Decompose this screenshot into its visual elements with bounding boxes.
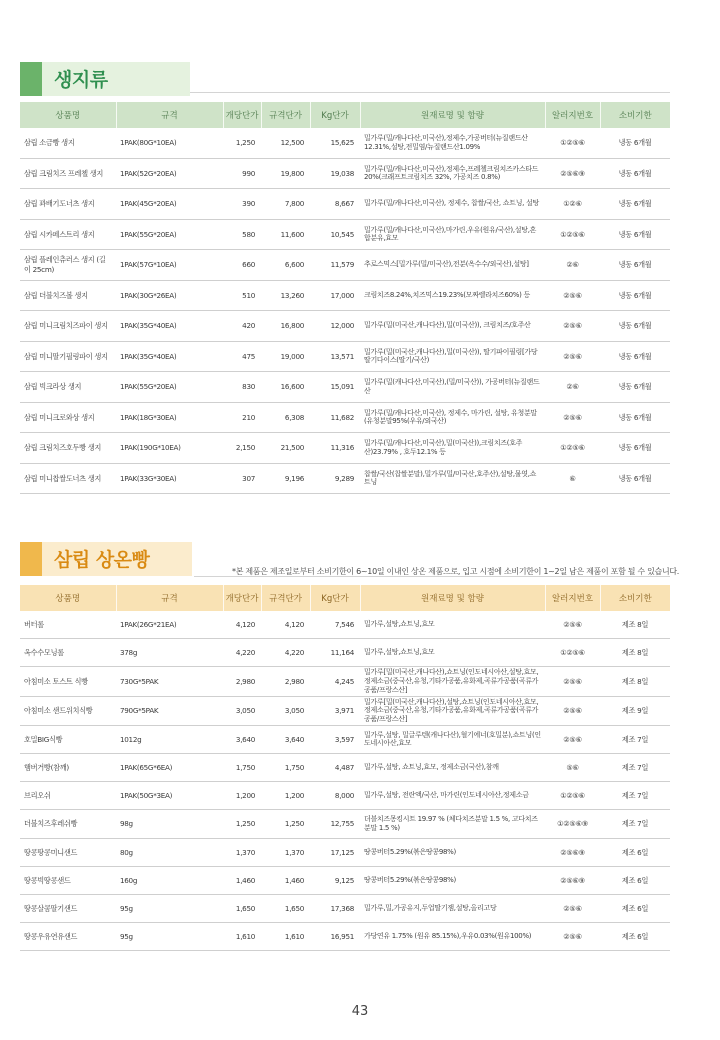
spec-cell: 1012g xyxy=(116,725,223,753)
allergen-cell: ①②⑥ xyxy=(545,189,600,220)
table-row xyxy=(20,372,670,403)
spec-price-cell: 1,370 xyxy=(261,838,310,866)
product-name-cell: 삼립 꽈배기도너츠 생지 xyxy=(20,189,116,220)
product-name-cell: 삼립 미니찹쌀도너츠 생지 xyxy=(20,463,116,494)
shelf-life-cell: 냉동 6개월 xyxy=(600,372,670,403)
spec-cell: 1PAK(190G*10EA) xyxy=(116,433,223,464)
ingredients-cell: 밀가루(밀/캐나다산,미국산), 정제수, 찹쌀/국산, 쇼트닝, 설탕 xyxy=(360,189,545,220)
column-header: Kg단가 xyxy=(310,585,360,611)
allergen-cell: ②⑤⑥ xyxy=(545,725,600,753)
spec-cell: 378g xyxy=(116,639,223,667)
ingredients-cell: 크림치즈8.24%,치즈믹스19.23%(모짜렐라치즈60%) 등 xyxy=(360,280,545,311)
ingredients-cell: 밀가루(밀(캐나다산,미국산),(밀/미국산)), 가공버터(뉴질랜드산 xyxy=(360,372,545,403)
spec-price-cell: 13,260 xyxy=(261,280,310,311)
kg-price-cell: 11,316 xyxy=(310,433,360,464)
spec-cell: 1PAK(52G*20EA) xyxy=(116,158,223,189)
product-name-cell: 삼립 미니딸기필링파이 생지 xyxy=(20,341,116,372)
spec-price-cell: 1,250 xyxy=(261,810,310,838)
table-row xyxy=(20,667,670,696)
allergen-cell: ①②⑤⑥⑨ xyxy=(545,810,600,838)
allergen-cell: ①②⑤⑥ xyxy=(545,219,600,250)
kg-price-cell: 15,091 xyxy=(310,372,360,403)
shelf-life-cell: 제조 8일 xyxy=(600,667,670,696)
kg-price-cell: 19,038 xyxy=(310,158,360,189)
shelf-life-cell: 냉동 6개월 xyxy=(600,463,670,494)
shelf-life-note: *본 제품은 제조일로부터 소비기한이 6~10일 이내인 상온 제품으로, 입고 시점에 소비기한이 1~2일 남은 제품이 포함 될 수 있습니다. xyxy=(232,567,680,576)
ingredients-cell: 땅콩버터5.29%(볶은땅콩98%) xyxy=(360,866,545,894)
ingredients-cell: 밀가루,설탕, 쇼트닝,효모, 정제소금(국산),참깨 xyxy=(360,754,545,782)
product-name-cell: 땅콩우유연유샌드 xyxy=(20,923,116,951)
shelf-life-cell: 제조 7일 xyxy=(600,810,670,838)
section-divider xyxy=(190,92,670,93)
shelf-life-cell: 냉동 6개월 xyxy=(600,250,670,281)
allergen-cell: ②⑤⑥⑨ xyxy=(545,866,600,894)
ingredients-cell: 밀가루[밀(미국산,캐나다산),설탕,쇼트닝(인도네시아산,효모,정제소금(중국산,유청,기타가공품,유화제,곡류가공품(곡류가공품/프랑스산] xyxy=(360,696,545,725)
sangon-price-table xyxy=(20,585,670,951)
ingredients-cell: 밀가루(밀(미국산,캐나다산),밀(미국산)), 크림치즈/호주산 xyxy=(360,311,545,342)
kg-price-cell: 3,597 xyxy=(310,725,360,753)
page-number: 43 xyxy=(351,1004,369,1019)
section-header-accent-bar xyxy=(20,542,42,576)
product-name-cell: 더블치즈후레쉬빵 xyxy=(20,810,116,838)
ingredients-cell: 추로스믹스[밀가루(밀/미국산),전분(옥수수/외국산),설탕] xyxy=(360,250,545,281)
spec-cell: 1PAK(80G*10EA) xyxy=(116,128,223,158)
column-header: 소비기한 xyxy=(600,102,670,128)
ingredients-cell: 밀가루(밀/캐나다산,미국산),마가린,우유(원유/국산),설탕,혼합분유,효모 xyxy=(360,219,545,250)
ingredients-cell: 더블치즈몽킹시트 19.97 % (체다치즈분말 1.5 %, 고다치즈분말 1.5 %) xyxy=(360,810,545,838)
allergen-cell: ②⑤⑥ xyxy=(545,341,600,372)
table-row xyxy=(20,463,670,494)
allergen-cell: ②⑤⑥ xyxy=(545,895,600,923)
unit-price-cell: 4,120 xyxy=(223,611,261,639)
table-row xyxy=(20,280,670,311)
spec-cell: 1PAK(50G*3EA) xyxy=(116,782,223,810)
shelf-life-cell: 제조 6일 xyxy=(600,838,670,866)
kg-price-cell: 8,000 xyxy=(310,782,360,810)
column-header: 개당단가 xyxy=(223,102,261,128)
kg-price-cell: 16,951 xyxy=(310,923,360,951)
spec-price-cell: 11,600 xyxy=(261,219,310,250)
allergen-cell: ①②⑤⑥ xyxy=(545,639,600,667)
unit-price-cell: 3,640 xyxy=(223,725,261,753)
spec-cell: 1PAK(57G*10EA) xyxy=(116,250,223,281)
unit-price-cell: 1,250 xyxy=(223,128,261,158)
column-header: 개당단가 xyxy=(223,585,261,611)
product-name-cell: 삼립 시카페스트리 생지 xyxy=(20,219,116,250)
ingredients-cell: 밀가루(밀/캐나다산,미국산),밀(미국산)),크림치즈(호주산)23.79% , 호두12.1% 등 xyxy=(360,433,545,464)
spec-price-cell: 6,600 xyxy=(261,250,310,281)
ingredients-cell: 밀가루,설탕,쇼트닝,효모 xyxy=(360,639,545,667)
column-header: 규격단가 xyxy=(261,102,310,128)
spec-cell: 1PAK(35G*40EA) xyxy=(116,311,223,342)
ingredients-cell: 가당연유 1.75% (원유 85.15%),우유0.03%(원유100%) xyxy=(360,923,545,951)
shelf-life-cell: 냉동 6개월 xyxy=(600,219,670,250)
shelf-life-cell: 냉동 6개월 xyxy=(600,189,670,220)
shelf-life-cell: 냉동 6개월 xyxy=(600,280,670,311)
table-row xyxy=(20,189,670,220)
product-name-cell: 땅콩살콤딸기샌드 xyxy=(20,895,116,923)
spec-cell: 160g xyxy=(116,866,223,894)
section-title: 생지류 xyxy=(54,69,108,91)
ingredients-cell: 찹쌀/국산(찹쌀분말),밀가루(밀/미국산,호주산),설탕,물엿,쇼트닝 xyxy=(360,463,545,494)
table-row xyxy=(20,611,670,639)
spec-price-cell: 12,500 xyxy=(261,128,310,158)
kg-price-cell: 3,971 xyxy=(310,696,360,725)
spec-cell: 95g xyxy=(116,895,223,923)
spec-price-cell: 1,200 xyxy=(261,782,310,810)
spec-cell: 98g xyxy=(116,810,223,838)
unit-price-cell: 307 xyxy=(223,463,261,494)
table-header-row xyxy=(20,585,670,611)
shelf-life-cell: 냉동 6개월 xyxy=(600,433,670,464)
product-name-cell: 버터롤 xyxy=(20,611,116,639)
shelf-life-cell: 제조 6일 xyxy=(600,866,670,894)
spec-cell: 80g xyxy=(116,838,223,866)
table-row xyxy=(20,923,670,951)
kg-price-cell: 4,245 xyxy=(310,667,360,696)
table-row xyxy=(20,895,670,923)
table-row xyxy=(20,639,670,667)
kg-price-cell: 9,125 xyxy=(310,866,360,894)
spec-cell: 1PAK(33G*30EA) xyxy=(116,463,223,494)
column-header: 규격 xyxy=(116,102,223,128)
product-name-cell: 삼립 플레인츄러스 생지 (길이 25cm) xyxy=(20,250,116,281)
spec-price-cell: 1,610 xyxy=(261,923,310,951)
kg-price-cell: 11,164 xyxy=(310,639,360,667)
spec-price-cell: 19,800 xyxy=(261,158,310,189)
column-header: 원재료명 및 함량 xyxy=(360,585,545,611)
table-row xyxy=(20,341,670,372)
unit-price-cell: 510 xyxy=(223,280,261,311)
allergen-cell: ⑤⑥ xyxy=(545,754,600,782)
spec-price-cell: 9,196 xyxy=(261,463,310,494)
allergen-cell: ②⑤⑥⑨ xyxy=(545,838,600,866)
unit-price-cell: 210 xyxy=(223,402,261,433)
table-row xyxy=(20,128,670,158)
table-row xyxy=(20,696,670,725)
product-name-cell: 브리오쉬 xyxy=(20,782,116,810)
spec-price-cell: 1,750 xyxy=(261,754,310,782)
unit-price-cell: 1,200 xyxy=(223,782,261,810)
unit-price-cell: 2,980 xyxy=(223,667,261,696)
spec-cell: 790G*5PAK xyxy=(116,696,223,725)
shelf-life-cell: 냉동 6개월 xyxy=(600,158,670,189)
product-name-cell: 아침미소 샌드위치식빵 xyxy=(20,696,116,725)
shelf-life-cell: 제조 9일 xyxy=(600,696,670,725)
shelf-life-cell: 제조 7일 xyxy=(600,725,670,753)
section-title: 삼립 상온빵 xyxy=(54,549,150,571)
allergen-cell: ②⑥ xyxy=(545,250,600,281)
allergen-cell: ②⑤⑥ xyxy=(545,311,600,342)
kg-price-cell: 12,755 xyxy=(310,810,360,838)
spec-price-cell: 4,120 xyxy=(261,611,310,639)
product-name-cell: 삼립 소금빵 생지 xyxy=(20,128,116,158)
shelf-life-cell: 냉동 6개월 xyxy=(600,402,670,433)
shelf-life-cell: 제조 6일 xyxy=(600,923,670,951)
allergen-cell: ②⑤⑥ xyxy=(545,402,600,433)
spec-price-cell: 7,800 xyxy=(261,189,310,220)
saengji-price-table xyxy=(20,102,670,494)
spec-price-cell: 21,500 xyxy=(261,433,310,464)
allergen-cell: ②⑥ xyxy=(545,372,600,403)
allergen-cell: ②⑤⑥ xyxy=(545,611,600,639)
unit-price-cell: 990 xyxy=(223,158,261,189)
unit-price-cell: 1,650 xyxy=(223,895,261,923)
spec-cell: 95g xyxy=(116,923,223,951)
spec-cell: 1PAK(35G*40EA) xyxy=(116,341,223,372)
ingredients-cell: 땅콩버터5.29%(볶은땅콩98%) xyxy=(360,838,545,866)
column-header: 소비기한 xyxy=(600,585,670,611)
kg-price-cell: 17,368 xyxy=(310,895,360,923)
allergen-cell: ②⑤⑥⑨ xyxy=(545,158,600,189)
column-header: Kg단가 xyxy=(310,102,360,128)
table-row xyxy=(20,782,670,810)
spec-cell: 1PAK(26G*21EA) xyxy=(116,611,223,639)
product-name-cell: 삼립 크림치즈 프레첼 생지 xyxy=(20,158,116,189)
unit-price-cell: 1,460 xyxy=(223,866,261,894)
table-row xyxy=(20,250,670,281)
allergen-cell: ⑥ xyxy=(545,463,600,494)
spec-price-cell: 1,650 xyxy=(261,895,310,923)
ingredients-cell: 밀가루(밀(미국산,캐나다산),밀(미국산)), 딸기파이필링[가당딸기다이스(딸기/국산) xyxy=(360,341,545,372)
spec-cell: 1PAK(30G*26EA) xyxy=(116,280,223,311)
ingredients-cell: 밀가루(밀/캐나다산,미국산),정제수,프레첼크림치즈카스타드20%(크래프트크림치즈 32%, 가공치즈 0.8%) xyxy=(360,158,545,189)
column-header: 규격단가 xyxy=(261,585,310,611)
table-header-row xyxy=(20,102,670,128)
product-name-cell: 삼립 빅크라상 생지 xyxy=(20,372,116,403)
table-row xyxy=(20,158,670,189)
table-row xyxy=(20,219,670,250)
shelf-life-cell: 제조 8일 xyxy=(600,611,670,639)
kg-price-cell: 11,579 xyxy=(310,250,360,281)
shelf-life-cell: 제조 6일 xyxy=(600,895,670,923)
spec-price-cell: 3,050 xyxy=(261,696,310,725)
column-header: 규격 xyxy=(116,585,223,611)
unit-price-cell: 1,250 xyxy=(223,810,261,838)
column-header: 알러지번호 xyxy=(545,585,600,611)
spec-price-cell: 19,000 xyxy=(261,341,310,372)
kg-price-cell: 4,487 xyxy=(310,754,360,782)
product-name-cell: 땅콩빅땅콩샌드 xyxy=(20,866,116,894)
product-name-cell: 삼립 크림치즈호두빵 생지 xyxy=(20,433,116,464)
product-name-cell: 삼립 더블치즈볼 생지 xyxy=(20,280,116,311)
unit-price-cell: 420 xyxy=(223,311,261,342)
kg-price-cell: 17,000 xyxy=(310,280,360,311)
kg-price-cell: 12,000 xyxy=(310,311,360,342)
table-row xyxy=(20,725,670,753)
unit-price-cell: 475 xyxy=(223,341,261,372)
spec-price-cell: 1,460 xyxy=(261,866,310,894)
ingredients-cell: 밀가루,설탕,쇼트닝,효모 xyxy=(360,611,545,639)
table-row xyxy=(20,433,670,464)
ingredients-cell: 밀가루(밀/캐나다산,미국산),정제수,가공버터(뉴질랜드산 12.31%,설탕,전밀염/뉴질랜드산1.09% xyxy=(360,128,545,158)
unit-price-cell: 830 xyxy=(223,372,261,403)
column-header: 상품명 xyxy=(20,102,116,128)
section-header-accent-bar xyxy=(20,62,42,96)
product-name-cell: 호밀BIG식빵 xyxy=(20,725,116,753)
column-header: 알러지번호 xyxy=(545,102,600,128)
table-row xyxy=(20,810,670,838)
ingredients-cell: 밀가루,설탕, 전란액/국산, 마가린(인도네시아산,정제소금 xyxy=(360,782,545,810)
spec-price-cell: 6,308 xyxy=(261,402,310,433)
spec-cell: 1PAK(18G*30EA) xyxy=(116,402,223,433)
spec-price-cell: 16,800 xyxy=(261,311,310,342)
kg-price-cell: 11,682 xyxy=(310,402,360,433)
allergen-cell: ②⑤⑥ xyxy=(545,696,600,725)
allergen-cell: ①②⑤⑥ xyxy=(545,782,600,810)
ingredients-cell: 밀가루,밀,가공유지,두업딸기잼,설탕,올리고당 xyxy=(360,895,545,923)
kg-price-cell: 9,289 xyxy=(310,463,360,494)
table-row xyxy=(20,311,670,342)
allergen-cell: ①②⑤⑥ xyxy=(545,128,600,158)
unit-price-cell: 390 xyxy=(223,189,261,220)
unit-price-cell: 1,610 xyxy=(223,923,261,951)
shelf-life-cell: 제조 8일 xyxy=(600,639,670,667)
product-name-cell: 아침미소 토스트 식빵 xyxy=(20,667,116,696)
unit-price-cell: 1,750 xyxy=(223,754,261,782)
shelf-life-cell: 제조 7일 xyxy=(600,754,670,782)
spec-price-cell: 4,220 xyxy=(261,639,310,667)
allergen-cell: ②⑤⑥ xyxy=(545,280,600,311)
table-row xyxy=(20,754,670,782)
ingredients-cell: 밀가루[밀(미국산,캐나다산),쇼트닝(인도네시아산,설탕,효모,정제소금(중국산,유청,기타가공품,유화제,곡류가공품(곡류가공품/프랑스산] xyxy=(360,667,545,696)
column-header: 원재료명 및 함량 xyxy=(360,102,545,128)
shelf-life-cell: 냉동 6개월 xyxy=(600,128,670,158)
kg-price-cell: 8,667 xyxy=(310,189,360,220)
product-name-cell: 옥수수모닝롤 xyxy=(20,639,116,667)
table-row xyxy=(20,866,670,894)
product-name-cell: 삼립 미니크림치즈파이 생지 xyxy=(20,311,116,342)
spec-price-cell: 16,600 xyxy=(261,372,310,403)
product-name-cell: 삼립 미니크로와상 생지 xyxy=(20,402,116,433)
table-row xyxy=(20,402,670,433)
allergen-cell: ②⑤⑥ xyxy=(545,923,600,951)
unit-price-cell: 4,220 xyxy=(223,639,261,667)
shelf-life-cell: 냉동 6개월 xyxy=(600,341,670,372)
unit-price-cell: 1,370 xyxy=(223,838,261,866)
spec-price-cell: 3,640 xyxy=(261,725,310,753)
unit-price-cell: 3,050 xyxy=(223,696,261,725)
kg-price-cell: 7,546 xyxy=(310,611,360,639)
allergen-cell: ②⑤⑥ xyxy=(545,667,600,696)
unit-price-cell: 2,150 xyxy=(223,433,261,464)
kg-price-cell: 10,545 xyxy=(310,219,360,250)
product-name-cell: 햄버거빵(참깨) xyxy=(20,754,116,782)
kg-price-cell: 17,125 xyxy=(310,838,360,866)
product-name-cell: 땅콩땅콩미니샌드 xyxy=(20,838,116,866)
spec-cell: 1PAK(55G*20EA) xyxy=(116,372,223,403)
column-header: 상품명 xyxy=(20,585,116,611)
kg-price-cell: 15,625 xyxy=(310,128,360,158)
allergen-cell: ①②⑤⑥ xyxy=(545,433,600,464)
ingredients-cell: 밀가루(밀/캐나다산,미국산), 정제수, 마가린, 설탕, 유청분말(유청분말95%(우유/외국산) xyxy=(360,402,545,433)
spec-price-cell: 2,980 xyxy=(261,667,310,696)
unit-price-cell: 580 xyxy=(223,219,261,250)
spec-cell: 1PAK(55G*20EA) xyxy=(116,219,223,250)
table-row xyxy=(20,838,670,866)
ingredients-cell: 밀가루,설탕, 밀글루텐(캐나다산),혈기에너(호밀분),쇼트닝(인도네시아산,효모 xyxy=(360,725,545,753)
spec-cell: 1PAK(65G*6EA) xyxy=(116,754,223,782)
shelf-life-cell: 제조 7일 xyxy=(600,782,670,810)
spec-cell: 1PAK(45G*20EA) xyxy=(116,189,223,220)
unit-price-cell: 660 xyxy=(223,250,261,281)
spec-cell: 730G*5PAK xyxy=(116,667,223,696)
kg-price-cell: 13,571 xyxy=(310,341,360,372)
shelf-life-cell: 냉동 6개월 xyxy=(600,311,670,342)
